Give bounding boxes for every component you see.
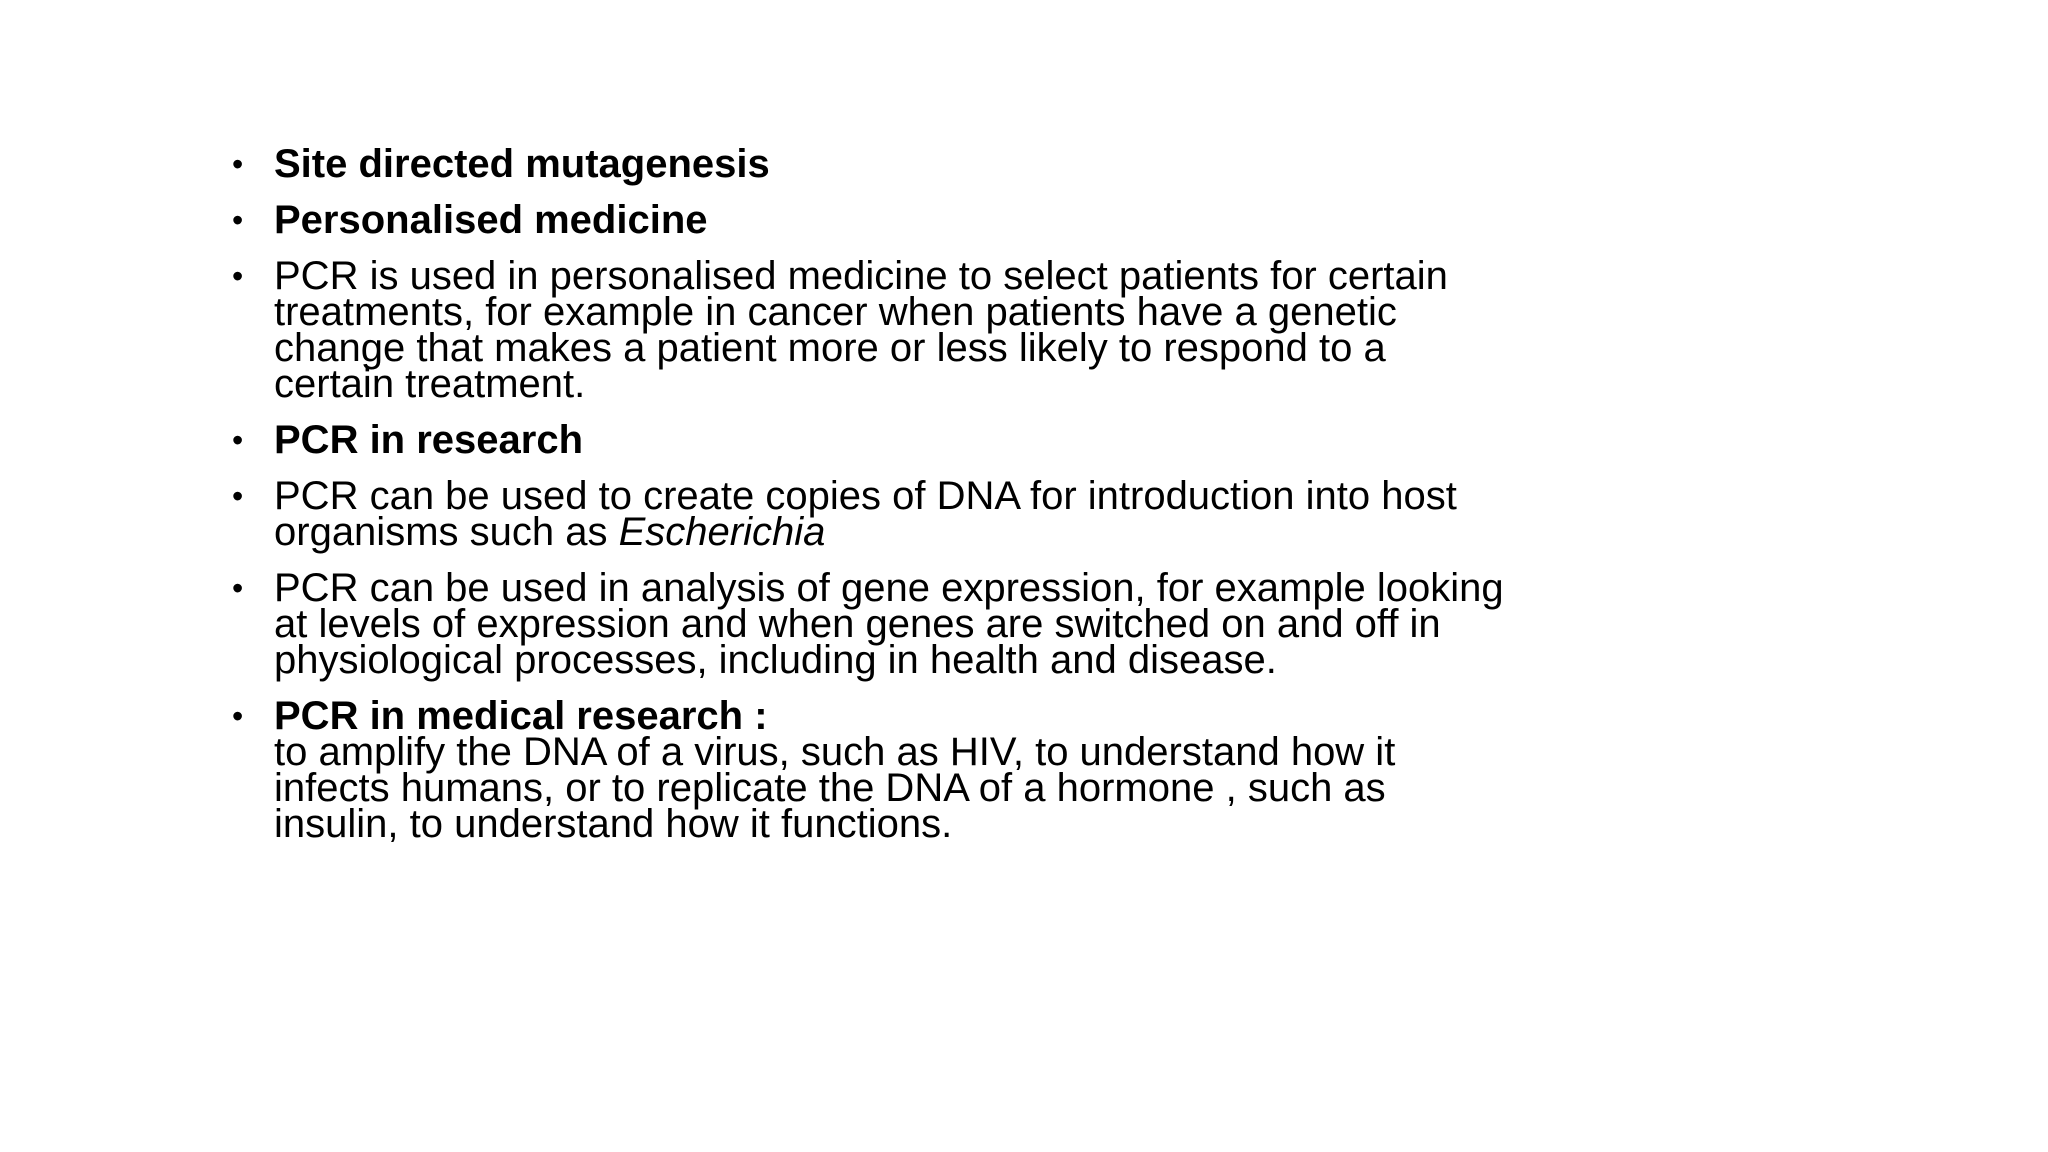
bullet-icon: • [232, 698, 244, 734]
bullet-text-plain: PCR can be used to create copies of DNA for introduction into host organisms such as [274, 474, 1457, 554]
bullet-heading: PCR in medical research : [274, 694, 768, 738]
bullet-list [232, 142, 1512, 862]
bullet-text: to amplify the DNA of a virus, such as HIV, to understand how it infects humans, or to replicate the DNA of a hormone , such as insulin, to understand how it functions. [274, 730, 1396, 846]
bullet-heading: Site directed mutagenesis [274, 142, 770, 186]
bullet-icon: • [232, 478, 244, 514]
bullet-item-gene-expression [232, 566, 1512, 682]
bullet-text: PCR can be used in analysis of gene expression, for example looking at levels of expression and when genes are switched on and off in physiological processes, including in health and disease. [274, 566, 1504, 682]
organism-name: Escherichia [618, 510, 826, 554]
bullet-item-pcr-in-research [232, 418, 1512, 462]
bullet-text [274, 474, 1512, 554]
bullet-text: PCR is used in personalised medicine to select patients for certain treatments, for example in cancer when patients have a genetic change that makes a patient more or less likely to respond to a certain treatment. [274, 254, 1448, 406]
bullet-item-pcr-in-medical-research [232, 694, 1512, 846]
bullet-icon: • [232, 422, 244, 458]
bullet-item-dna-copies [232, 474, 1512, 554]
bullet-icon: • [232, 146, 244, 182]
bullet-heading: Personalised medicine [274, 198, 708, 242]
bullet-body [274, 694, 1512, 846]
bullet-icon: • [232, 202, 244, 238]
bullet-icon: • [232, 570, 244, 606]
bullet-item-site-directed-mutagenesis [232, 142, 1512, 186]
bullet-item-personalised-medicine-text [232, 254, 1512, 406]
bullet-icon: • [232, 258, 244, 294]
bullet-heading: PCR in research [274, 418, 584, 462]
bullet-item-personalised-medicine [232, 198, 1512, 242]
